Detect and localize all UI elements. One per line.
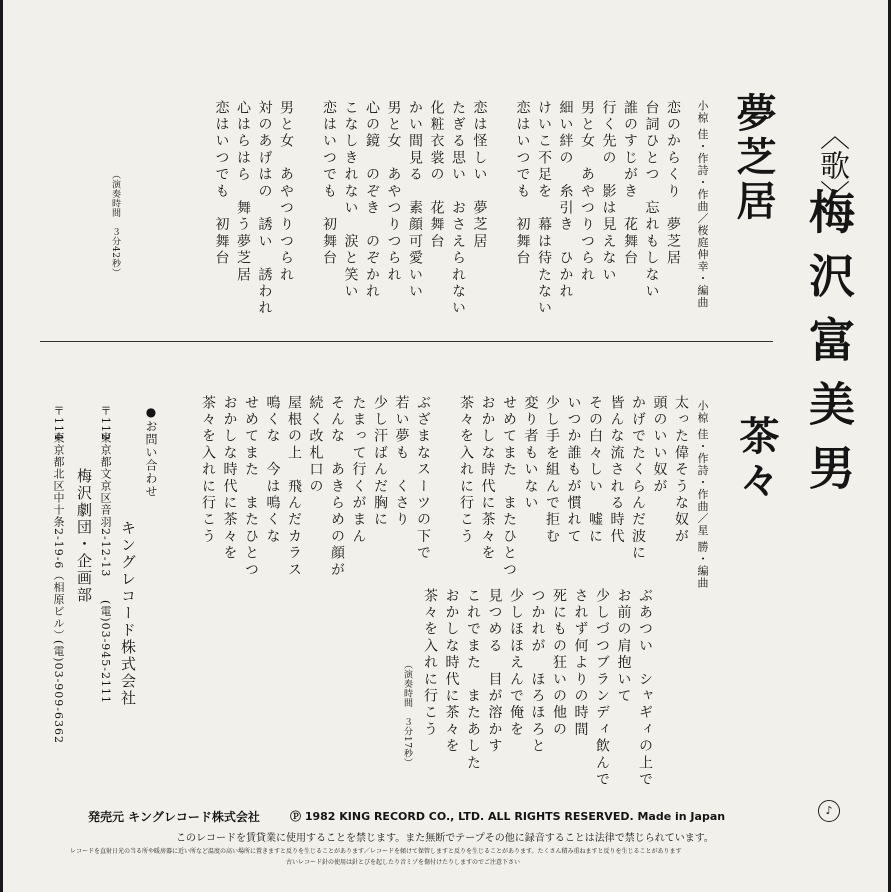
lyric-line: 茶々を入れに行こう: [458, 395, 474, 546]
lyric-line: せめてまた またひとつ: [501, 395, 517, 579]
lyric-line: 太った偉そうな奴が: [673, 395, 689, 546]
lyric-line: お前の肩抱いて: [615, 588, 632, 705]
lyric-line: 少しほほえんで俺を: [508, 588, 524, 739]
song2-lyrics-lower: [415, 588, 655, 788]
lyric-line: 男と女 あやつりつられ: [278, 100, 294, 284]
stanza-gap: [296, 100, 318, 340]
song1-title: 夢芝居: [730, 92, 777, 224]
label-logo-icon: ♪: [818, 800, 840, 822]
lyric-line: せめてまた またひとつ: [243, 395, 259, 579]
lyric-line: こなしきれない 涙と笑い: [342, 100, 359, 301]
lyric-line: 恋はいつでも 初舞台: [213, 100, 230, 267]
lyric-line: 頭のいい奴が: [651, 395, 668, 496]
lyric-line: されず何よりの時間: [572, 588, 589, 739]
lyric-line: ぶあつい シャギィの上で: [637, 588, 653, 789]
lyric-line: 少しづつブランディ飲んで: [594, 588, 610, 789]
lyric-line: 少し手を組んで拒む: [544, 395, 560, 546]
song1-credits: 小椋 佳・作詩・作曲／桜庭伸幸・編曲: [696, 100, 709, 309]
lyric-line: 少し汗ばんだ胸に: [372, 395, 388, 529]
lyric-line: 恋はいつでも 初舞台: [514, 100, 531, 267]
copyright: Ⓟ 1982 KING RECORD CO., LTD. ALL RIGHTS RESERVED. Made in Japan: [290, 810, 726, 823]
lyric-line: 行く先の 影は見えない: [600, 100, 617, 284]
lyric-line: 続く改札口の: [307, 395, 324, 496]
lyric-line: 死にもの狂いの他の: [551, 588, 567, 739]
section-divider: [40, 341, 773, 342]
lyric-line: けいこ不足を 幕は待たない: [536, 100, 552, 318]
lyric-line: 対のあげはの 誘い 誘われ: [256, 100, 273, 318]
lyric-line: 心はらはら 舞う夢芝居: [235, 100, 251, 284]
contact-company: キングレコード株式会社: [119, 520, 137, 707]
lyric-line: 台詞ひとつ 忘れもしない: [643, 100, 660, 301]
lyric-line: かい間見る 素顔可愛いい: [407, 100, 423, 301]
song1-lyrics: [123, 100, 683, 340]
notice-storage: レコードを直射日光の当る所や暖房器に近い所など温度の高い場所に置きますと反りを生じることがあります／レコードを傾けて保管しますと反りを生じることがあります。たくさん積み重ねますと反りを生じることがあります: [70, 848, 682, 855]
artist-name: 梅沢富美男: [802, 188, 856, 508]
stanza-gap: [433, 395, 455, 585]
lyric-line: おかしな時代に茶々を: [221, 395, 238, 562]
fanclub-tel: (電)03-909-6362: [52, 640, 65, 745]
fanclub-postal: 〒114: [52, 405, 65, 441]
lyric-line: 化粧衣裳の 花舞台: [428, 100, 445, 251]
lyric-line: おかしな時代に茶々を: [443, 588, 460, 755]
fanclub-address: 東京都北区中十条2-19-6（相原ビル）: [52, 432, 65, 642]
song1-duration: （演奏時間 ３分42秒）: [110, 170, 120, 278]
lyric-line: 男と女 あやつりつられ: [579, 100, 595, 284]
lyric-line: ぶざまなスーツの下で: [415, 395, 431, 562]
song2-duration: （演奏時間 ３分17秒）: [402, 660, 412, 768]
lyric-line: そんな あきらめの顔が: [329, 395, 345, 579]
song2-credits: 小椋 佳・作詩・作曲／星 勝・編曲: [696, 400, 709, 589]
lyric-line: 皆んな流される時代: [608, 395, 625, 546]
lyric-line: 若い夢も くさり: [393, 395, 410, 529]
lyric-line: 恋のからくり 夢芝居: [665, 100, 681, 267]
lyric-line: 見つめる 目が溶かす: [486, 588, 503, 755]
lyric-line: 男と女 あやつりつられ: [385, 100, 402, 284]
lyric-line: かげでたくらんだ波に: [630, 395, 646, 562]
lyric-line: 茶々を入れに行こう: [200, 395, 216, 546]
lyric-line: たまって行くがまん: [350, 395, 367, 546]
lyric-line: 心の鏡 のぞき のぞかれ: [364, 100, 380, 301]
genre-label: 〈歌〉: [814, 120, 849, 210]
notice-stylus: 古いレコード針の使用は針とびを起したり音ミゾを傷付けたりしますのでご注意下さい: [286, 859, 521, 866]
lyric-line: これでまた またあした: [465, 588, 481, 772]
lyric-line: いつか誰もが慣れて: [565, 395, 582, 546]
song2-lyrics-upper: [186, 395, 691, 585]
lyric-line: 茶々を入れに行こう: [422, 588, 438, 739]
lyric-line: 恋はいつでも 初舞台: [321, 100, 337, 267]
publisher: 発売元 キングレコード株式会社: [88, 810, 260, 824]
lyric-line: 恋は怪しい 夢芝居: [471, 100, 488, 251]
lyric-line: たぎる思い おさえられない: [450, 100, 466, 318]
contact-heading: ●お問い合わせ: [144, 405, 158, 498]
fanclub-name: 梅沢劇団・企画部: [75, 468, 93, 604]
lyric-line: その白々しい 嘘に: [587, 395, 603, 546]
lyric-line: 細い絆の 糸引き ひかれ: [557, 100, 574, 301]
lyric-line: おかしな時代に茶々を: [479, 395, 496, 562]
lyric-line: 屋根の上 飛んだカラス: [286, 395, 302, 579]
song2-title: 茶々: [733, 415, 780, 503]
contact-postal: 〒112: [99, 405, 112, 441]
stanza-gap: [490, 100, 512, 340]
contact-address: 東京都文京区音羽2-12-13: [99, 432, 112, 578]
notice-rental: このレコードを賃貸業に使用することを禁じます。また無断でテープその他に録音することは法律で禁じられています。: [176, 833, 714, 844]
lyric-line: つかれが ほろほろと: [529, 588, 546, 755]
left-border: [0, 0, 3, 892]
contact-tel: (電)03-945-2111: [99, 600, 112, 705]
lyric-line: 誰のすじがき 花舞台: [622, 100, 638, 267]
lyric-line: 鳴くな 今は鳴くな: [264, 395, 281, 546]
lyric-line: 変り者もいない: [522, 395, 539, 512]
